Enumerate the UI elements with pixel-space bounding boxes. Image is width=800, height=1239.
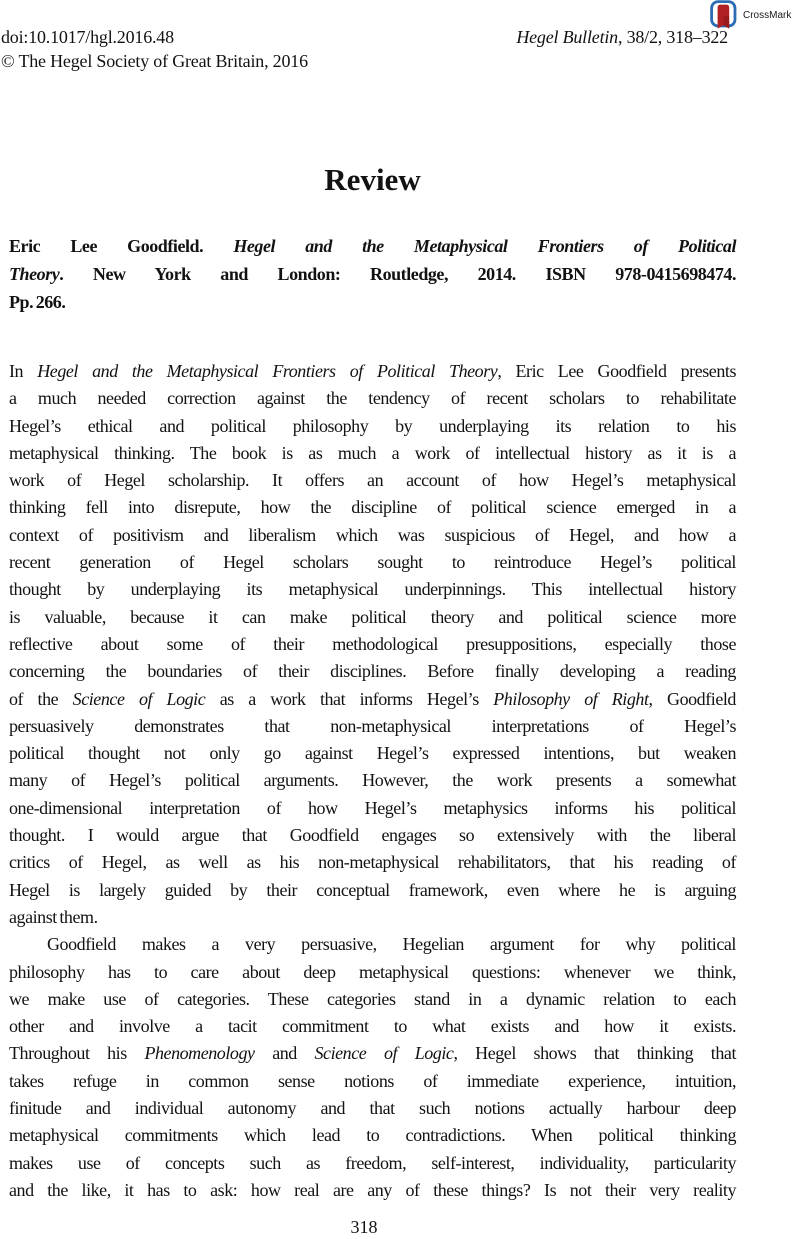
text-line [9, 358, 736, 385]
text-line [9, 413, 736, 440]
text-run: other and involve a tacit commitment to what exists and how it exists. [9, 1016, 736, 1037]
journal-reference [516, 25, 728, 49]
text-line [9, 822, 736, 849]
header-left [1, 25, 308, 73]
text-run: as a work that informs Hegel’s [205, 688, 494, 709]
text-run: and the like, it has to ask: how real are any of these things? Is not their very reality [9, 1179, 736, 1200]
text-line [9, 288, 736, 316]
text-line [9, 904, 736, 931]
text-line [9, 1068, 736, 1095]
text-line [9, 740, 736, 767]
text-run: of the [9, 688, 73, 709]
text-run: , Goodfield [648, 688, 736, 709]
text-run: philosophy has to care about deep metaphysical questions: whenever we think, [9, 961, 736, 982]
text-run: thought by underplaying its metaphysical underpinnings. This intellectual history [9, 579, 736, 600]
journal-issue-pages: , 38/2, 318–322 [617, 27, 728, 47]
text-line [9, 440, 736, 467]
text-line [9, 713, 736, 740]
text-run: Hegel’s ethical and political philosophy by underplaying its relation to his [9, 415, 736, 436]
text-run: In [9, 361, 38, 381]
text-run: and [254, 1043, 315, 1064]
text-run: is valuable, because it can make political theory and political science more [9, 606, 736, 627]
italic-run: Science of Logic [72, 688, 206, 709]
text-line [9, 232, 736, 260]
text-line [9, 549, 736, 576]
text-line [9, 959, 736, 986]
text-line [9, 767, 736, 794]
text-run: thinking fell into disrepute, how the discipline of political science emerged in a [9, 497, 736, 518]
text-run: a much needed correction against the tendency of recent scholars to rehabilitate [9, 388, 736, 409]
text-line [9, 1177, 736, 1204]
text-line [9, 576, 736, 603]
text-run: takes refuge in common sense notions of immediate experience, intuition, [9, 1070, 736, 1091]
crossmark-bookmark-icon [710, 0, 738, 31]
italic-run: Theory [9, 264, 60, 285]
text-run: reflective about some of their methodological presuppositions, especially those [9, 633, 736, 654]
journal-title: Hegel Bulletin [516, 27, 618, 47]
text-run: . New York and London: Routledge, 2014. ISBN 978-0415698474. [59, 264, 736, 285]
text-run: , Eric Lee Goodfield presents [497, 361, 737, 381]
text-run: Eric Lee Goodfield. [9, 236, 234, 256]
text-line [9, 522, 736, 549]
text-line [9, 986, 736, 1013]
text-line [9, 1095, 736, 1122]
text-run: persuasively demonstrates that non-metaphysical interpretations of Hegel’s [9, 715, 736, 736]
text-line [9, 604, 736, 631]
text-run: one-dimensional interpretation of how Hegel’s metaphysics informs his political [9, 797, 736, 818]
italic-run: Philosophy of Right [493, 688, 649, 709]
text-line [9, 658, 736, 685]
text-line [9, 260, 736, 288]
italic-run: Phenomenology [144, 1043, 255, 1064]
text-run: recent generation of Hegel scholars sought to reintroduce Hegel’s political [9, 552, 736, 573]
text-run: political thought not only go against Hegel’s expressed intentions, but weaken [9, 743, 736, 764]
text-run: we make use of categories. These categories stand in a dynamic relation to each [9, 988, 736, 1009]
copyright-text: © The Hegel Society of Great Britain, 2016 [1, 51, 308, 71]
text-run: thought. I would argue that Goodfield engages so extensively with the liberal [9, 825, 736, 846]
crossmark-badge[interactable] [710, 0, 791, 31]
text-run: against them. [9, 906, 98, 927]
text-line [9, 1013, 736, 1040]
text-run: concerning the boundaries of their disciplines. Before finally developing a reading [9, 661, 736, 682]
paragraph [9, 931, 736, 1204]
page-number: 318 [350, 1217, 378, 1237]
text-line [9, 631, 736, 658]
text-run: metaphysical thinking. The book is as much a work of intellectual history as it is a [9, 442, 736, 463]
doi-text: doi:10.1017/hgl.2016.48 [1, 27, 174, 47]
text-line [9, 385, 736, 412]
text-line [9, 795, 736, 822]
text-run: Pp. 266. [9, 292, 66, 313]
text-line [9, 1150, 736, 1177]
text-run: work of Hegel scholarship. It offers an account of how Hegel’s metaphysical [9, 470, 736, 491]
italic-run: Science of Logic [314, 1043, 454, 1064]
text-run: many of Hegel’s political arguments. However, the work presents a somewhat [9, 770, 736, 791]
text-line [9, 1122, 736, 1149]
text-line [9, 686, 736, 713]
text-line [9, 877, 736, 904]
text-line [9, 494, 736, 521]
crossmark-label: CrossMark [743, 10, 792, 21]
text-run: makes use of concepts such as freedom, self-interest, individuality, particularity [9, 1152, 736, 1173]
text-run: Throughout his [9, 1043, 145, 1064]
review-body [9, 358, 736, 1204]
text-run: finitude and individual autonomy and that such notions actually harbour deep [9, 1098, 736, 1119]
text-line [9, 849, 736, 876]
text-line [9, 467, 736, 494]
italic-run: Hegel and the Metaphysical Frontiers of Political Theory [37, 361, 498, 381]
italic-run: Hegel and the Metaphysical Frontiers of Political [233, 236, 736, 256]
page-title: Review [324, 162, 421, 197]
book-citation [9, 232, 736, 317]
text-run: Hegel is largely guided by their conceptual framework, even where he is arguing [9, 879, 736, 900]
text-run: context of positivism and liberalism which was suspicious of Hegel, and how a [9, 524, 736, 545]
text-line [9, 1040, 736, 1067]
text-run: Goodfield makes a very persuasive, Hegelian argument for why political [47, 934, 736, 955]
paragraph [9, 358, 736, 931]
text-run: metaphysical commitments which lead to contradictions. When political thinking [9, 1125, 736, 1146]
text-run: critics of Hegel, as well as his non-metaphysical rehabilitators, that his reading of [9, 852, 736, 873]
text-line [9, 931, 736, 958]
text-run: , Hegel shows that thinking that [453, 1043, 736, 1064]
